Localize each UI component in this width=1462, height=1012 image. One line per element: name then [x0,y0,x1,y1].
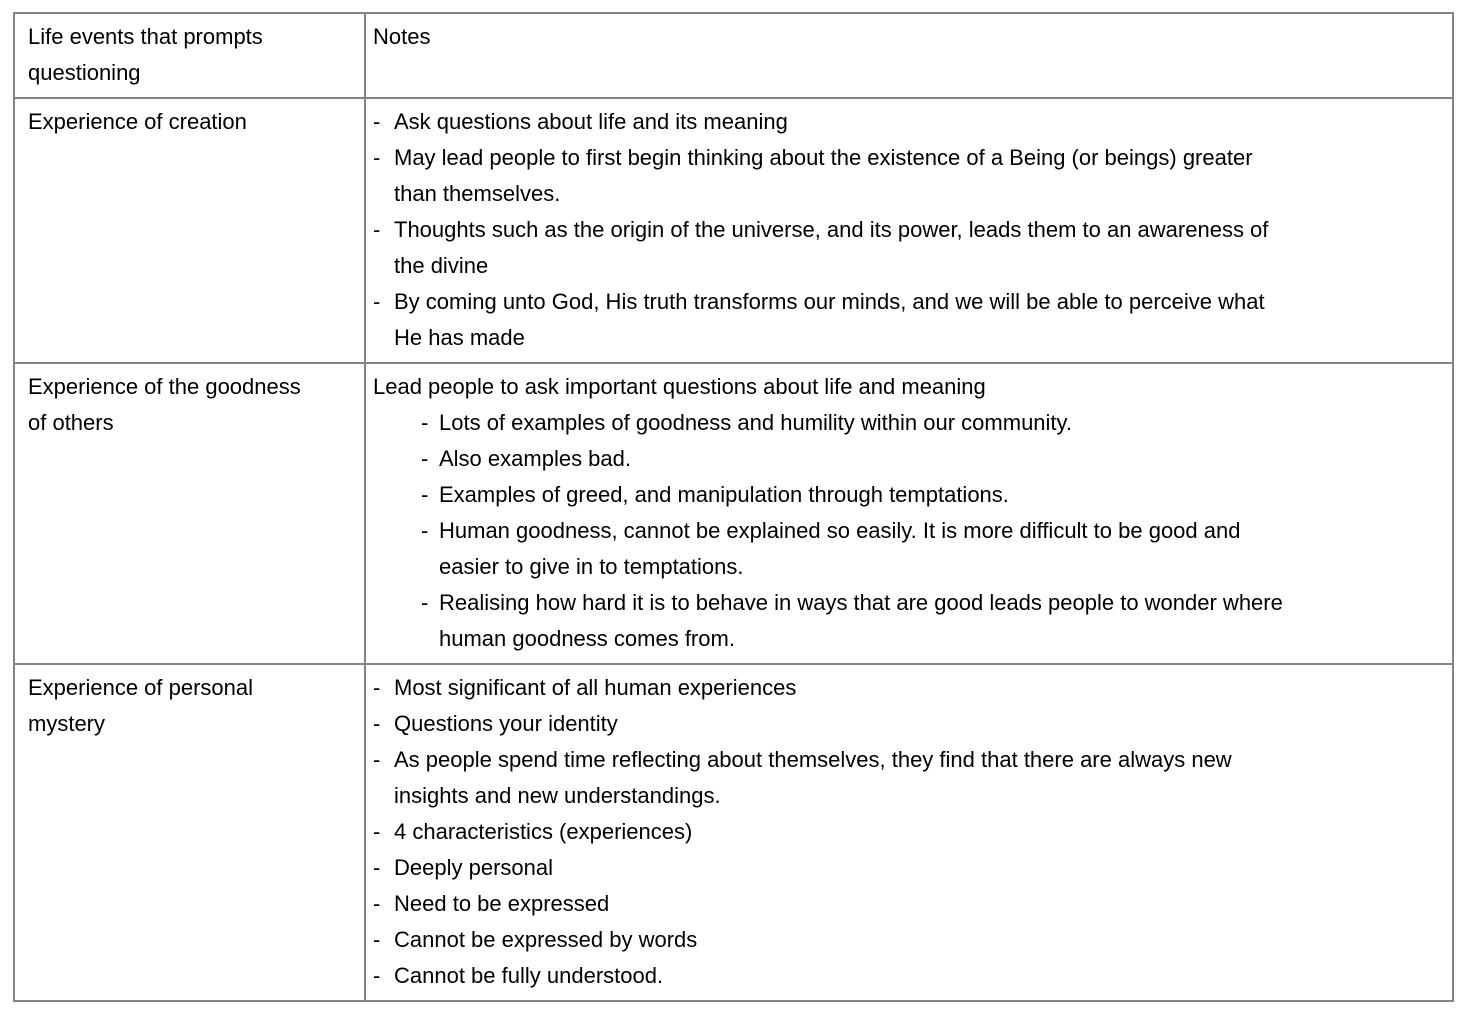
table-row [14,363,1453,664]
note-bullet: - Need to be expressed [373,886,1293,922]
note-bullet: - Lots of examples of goodness and humility within our community. [373,405,1293,441]
notes-cell [365,363,1453,664]
table-body [14,98,1453,1001]
note-bullet: - Examples of greed, and manipulation through temptations. [373,477,1293,513]
table-row [14,664,1453,1001]
header-cell-notes [365,13,1453,98]
event-label: Experience of creation [28,109,247,134]
note-bullet: - As people spend time reflecting about themselves, they find that there are always new insights and new understandings. [373,742,1293,814]
header-label-notes: Notes [373,24,431,49]
header-cell-life-events [14,13,365,98]
note-bullet: - Cannot be expressed by words [373,922,1293,958]
document-page [0,12,1462,1012]
header-label-life-events: Life events that prompts questioning [28,24,263,85]
note-bullet: - 4 characteristics (experiences) [373,814,1293,850]
notes-list [373,369,1293,657]
notes-cell [365,664,1453,1001]
note-bullet: - Cannot be fully understood. [373,958,1293,994]
event-cell [14,98,365,363]
note-bullet: - Also examples bad. [373,441,1293,477]
event-label: Experience of personal mystery [28,675,254,736]
event-cell [14,664,365,1001]
note-bullet: - May lead people to first begin thinking about the existence of a Being (or beings) greater than themselves. [373,140,1293,212]
note-bullet: - Thoughts such as the origin of the universe, and its power, leads them to an awareness of the divine [373,212,1293,284]
event-cell [14,363,365,664]
table-header-row [14,13,1453,98]
note-bullet: - Most significant of all human experiences [373,670,1293,706]
note-bullet: - Deeply personal [373,850,1293,886]
notes-list [373,670,1293,994]
notes-intro: Lead people to ask important questions about life and meaning [373,374,986,399]
note-bullet: - Human goodness, cannot be explained so easily. It is more difficult to be good and easier to give in to temptations. [373,513,1293,585]
table-row [14,98,1453,363]
note-bullet: - By coming unto God, His truth transforms our minds, and we will be able to perceive what He has made [373,284,1293,356]
event-label: Experience of the goodness of others [28,374,301,435]
notes-table [13,12,1454,1002]
notes-list [373,104,1293,356]
note-bullet: - Realising how hard it is to behave in ways that are good leads people to wonder where human goodness comes from. [373,585,1293,657]
notes-cell [365,98,1453,363]
note-bullet: - Ask questions about life and its meaning [373,104,1293,140]
note-bullet: - Questions your identity [373,706,1293,742]
